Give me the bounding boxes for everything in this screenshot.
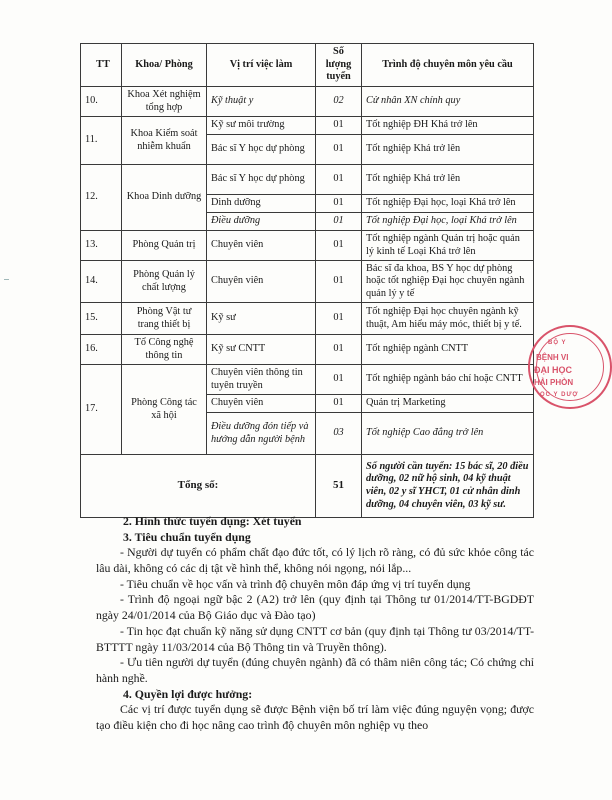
requirement-cell: Tốt nghiệp Cao đẳng trở lên [362,413,534,455]
position-cell: Kỹ sư CNTT [207,335,316,365]
requirement-cell: Quản trị Marketing [362,395,534,413]
table-header-row [81,44,534,87]
requirement-cell: Tốt nghiệp ĐH Khá trở lên [362,117,534,135]
position-cell: Điều dưỡng đón tiếp và hướng dẫn người bệnh [207,413,316,455]
paragraph-ethics: - Người dự tuyển có phẩm chất đạo đức tốt, có lý lịch rõ ràng, có đủ sức khỏe công tác lâu dài, không có các dị tật về hình thể, không nói ngọng, nói lắp... [96,545,534,576]
requirement-cell: Tốt nghiệp Khá trở lên [362,135,534,165]
total-row [81,455,534,518]
quantity-cell: 01 [316,165,362,195]
position-cell: Kỹ sư [207,303,316,335]
department-cell: Khoa Dinh dưỡng [122,165,207,231]
position-cell: Chuyên viên [207,395,316,413]
heading-benefits: 4. Quyền lợi được hưởng: [123,686,253,701]
quantity-cell: 03 [316,413,362,455]
seal-text: HẢI PHÒN [534,378,574,387]
header-quantity: Số lượng tuyển [316,44,362,87]
row-number: 17. [81,365,122,455]
quantity-cell: 01 [316,195,362,213]
margin-mark [4,279,9,280]
department-cell: Khoa Kiểm soát nhiễm khuẩn [122,117,207,165]
quantity-cell: 01 [316,213,362,231]
department-cell: Phòng Quản trị [122,231,207,261]
row-number: 12. [81,165,122,231]
official-seal [528,325,612,409]
row-number: 15. [81,303,122,335]
quantity-cell: 02 [316,87,362,117]
department-cell: Khoa Xét nghiệm tổng hợp [122,87,207,117]
quantity-cell: 01 [316,117,362,135]
table-row [81,335,534,365]
row-number: 13. [81,231,122,261]
seal-text: BỆNH VI [536,353,569,362]
quantity-cell: 01 [316,135,362,165]
table-row [81,231,534,261]
seal-text: ĐẠI HỌC [534,365,572,375]
requirement-cell: Cử nhân XN chính quy [362,87,534,117]
seal-text: BỘ Y [548,340,567,346]
total-quantity: 51 [316,455,362,518]
quantity-cell: 01 [316,261,362,303]
table-row [81,117,534,135]
heading-recruitment-form: 2. Hình thức tuyển dụng: Xét tuyển [123,514,302,528]
recruitment-table [80,43,534,518]
requirement-cell: Tốt nghiệp Đại học chuyên ngành kỹ thuật, Am hiểu máy móc, thiết bị y tế. [362,303,534,335]
header-requirement: Trình độ chuyên môn yêu cầu [362,44,534,87]
table-row [81,303,534,335]
department-cell: Phòng Vật tư trang thiết bị [122,303,207,335]
header-department: Khoa/ Phòng [122,44,207,87]
requirement-cell: Tốt nghiệp ngành CNTT [362,335,534,365]
header-tt: TT [81,44,122,87]
department-cell: Phòng Quản lý chất lượng [122,261,207,303]
quantity-cell: 01 [316,395,362,413]
position-cell: Kỹ thuật y [207,87,316,117]
position-cell: Bác sĩ Y học dự phòng [207,165,316,195]
row-number: 11. [81,117,122,165]
table-row [81,261,534,303]
requirement-cell: Tốt nghiệp Khá trở lên [362,165,534,195]
row-number: 14. [81,261,122,303]
table-row [81,165,534,195]
paragraph-education: - Tiêu chuẩn về học vấn và trình độ chuyên môn đáp ứng vị trí tuyển dụng [120,576,471,591]
position-cell: Dinh dưỡng [207,195,316,213]
requirement-cell: Tốt nghiệp Đại học, loại Khá trở lên [362,195,534,213]
position-cell: Chuyên viên [207,261,316,303]
position-cell: Kỹ sư môi trường [207,117,316,135]
quantity-cell: 01 [316,231,362,261]
body-section [96,514,534,734]
position-cell: Bác sĩ Y học dự phòng [207,135,316,165]
quantity-cell: 01 [316,365,362,395]
row-number: 16. [81,335,122,365]
paragraph-it-skills: - Tin học đạt chuẩn kỹ năng sử dụng CNTT cơ bản (quy định tại Thông tư 03/2014/TT-BTTTT ngày 11/03/2014 của Bộ Thông tin và Truyền thông). [96,623,534,654]
requirement-cell: Bác sĩ đa khoa, BS Y học dự phòng hoặc tốt nghiệp Đại học chuyên ngành quản lý y tế [362,261,534,303]
total-description: Số người cần tuyển: 15 bác sĩ, 20 điều dưỡng, 02 nữ hộ sinh, 04 kỹ thuật viên, 02 y sĩ YHCT, 01 cử nhân dinh dưỡng, 04 chuyên viên, 03 kỹ sư. [362,455,534,518]
paragraph-foreign-language: - Trình độ ngoại ngữ bậc 2 (A2) trở lên (quy định tại Thông tư 01/2014/TT-BGDĐT ngày 24/01/2014 của Bộ Giáo dục và Đào tạo) [96,592,534,623]
row-number: 10. [81,87,122,117]
department-cell: Tổ Công nghệ thông tin [122,335,207,365]
header-position: Vị trí việc làm [207,44,316,87]
position-cell: Chuyên viên [207,231,316,261]
paragraph-benefits: Các vị trí được tuyển dụng sẽ được Bệnh viện bố trí làm việc đúng nguyện vọng; được tạo điều kiện cho đi học nâng cao trình độ chuyên môn nghiệp vụ theo [96,702,534,732]
department-cell: Phòng Công tác xã hội [122,365,207,455]
total-label: Tổng số: [81,455,316,518]
seal-text: ỌC Y DƯỢ [540,392,579,398]
quantity-cell: 01 [316,335,362,365]
requirement-cell: Tốt nghiệp ngành Quản trị hoặc quản lý kinh tế Loại Khá trở lên [362,231,534,261]
table-row [81,365,534,395]
requirement-cell: Tốt nghiệp Đại học, loại Khá trở lên [362,213,534,231]
table-row [81,87,534,117]
quantity-cell: 01 [316,303,362,335]
requirement-cell: Tốt nghiệp ngành báo chí hoặc CNTT [362,365,534,395]
position-cell: Điều dưỡng [207,213,316,231]
heading-standards: 3. Tiêu chuẩn tuyển dụng [123,529,251,544]
paragraph-priority: - Ưu tiên người dự tuyển (đúng chuyên ngành) đã có thâm niên công tác; Có chứng chỉ hành nghề. [96,655,534,685]
position-cell: Chuyên viên thông tin tuyên truyền [207,365,316,395]
